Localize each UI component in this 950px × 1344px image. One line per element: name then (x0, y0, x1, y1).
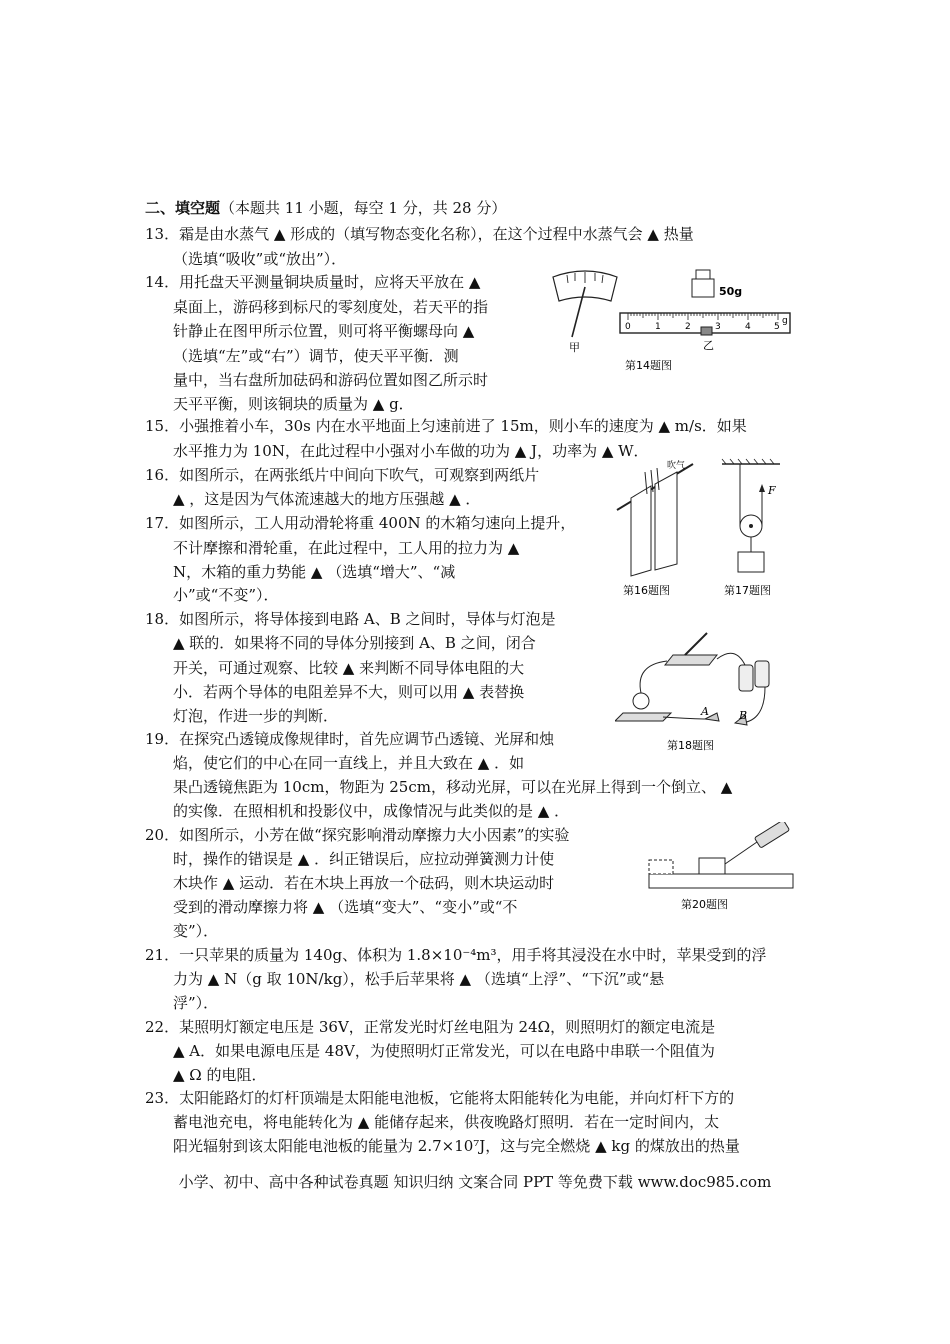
footer-text: 小学、初中、高中各种试卷真题 知识归纳 文案合同 PPT 等免费下载 www.doc985.com (178, 1173, 772, 1191)
text-line-q21-b: 力为 ▲ N（g 取 10N/kg），松手后苹果将 ▲ （选填“上浮”、“下沉”或“悬 (173, 970, 665, 988)
tick-1: 1 (655, 322, 661, 332)
caption-17: 第17题图 (724, 584, 771, 597)
tick-4: 4 (745, 322, 751, 332)
board (649, 874, 793, 888)
scale-unit: g (782, 316, 788, 326)
text-line-q23-c: 阳光辐射到该太阳能电池板的能量为 2.7×10⁷J，这与完全燃烧 ▲ kg 的煤放出的热量 (173, 1137, 740, 1155)
text-line-q18-d: 小．若两个导体的电阻差异不大，则可以用 ▲ 表替换 (173, 683, 525, 701)
battery-2 (755, 661, 769, 687)
text-line-q23: 23．太阳能路灯的灯杆顶端是太阳能电池板，它能将太阳能转化为电能，并向灯杆下方的 (145, 1089, 735, 1107)
figure-16 (615, 458, 710, 598)
force-label: F (768, 484, 776, 497)
tick-3: 3 (715, 322, 721, 332)
text-line-q17-c: N，木箱的重力势能 ▲ （选填“增大”、“减 (173, 563, 456, 581)
caption-16: 第16题图 (623, 584, 670, 597)
text-line-q21-c: 浮”）． (173, 994, 219, 1012)
label-jia: 甲 (569, 341, 580, 354)
paper-left (631, 486, 651, 576)
pulley-axle (749, 524, 753, 528)
text-line-q14-c: 针静止在图甲所示位置，则可将平衡螺母向 ▲ (173, 322, 475, 340)
text-line-q14: 14．用托盘天平测量铜块质量时，应将天平放在 ▲ (145, 273, 481, 291)
rider (701, 327, 712, 335)
wire-1 (640, 661, 667, 693)
text-line-q17: 17．如图所示，工人用动滑轮将重 400N 的木箱匀速向上提升， (145, 514, 576, 532)
text-line-q14-f: 天平平衡，则该铜块的质量为 ▲ g． (173, 395, 414, 413)
bulb (633, 693, 649, 709)
text-line-q22-c: ▲ Ω 的电阻． (173, 1066, 267, 1084)
text-line-q14-e: 量中，当右盘所加砝码和游码位置如图乙所示时 (173, 371, 489, 389)
text-line-q22-b: ▲ A．如果电源电压是 48V，为使照明灯正常发光，可以在电路中串联一个阻值为 (173, 1042, 715, 1060)
force-arrow-icon (759, 484, 765, 492)
text-line-q18: 18．如图所示，将导体接到电路 A、B 之间时，导体与灯泡是 (145, 610, 556, 628)
text-line-q17-b: 不计摩擦和滑轮重，在此过程中，工人用的拉力为 ▲ (173, 539, 520, 557)
text-line-q18-e: 灯泡，作进一步的判断． (173, 707, 339, 725)
weight-50g (692, 279, 714, 297)
text-line-q14-d: （选填“左”或“右”）调节，使天平平衡．测 (173, 347, 459, 365)
section-heading (145, 198, 506, 218)
text-line-q18-c: 开关，可通过观察、比较 ▲ 来判断不同导体电阻的大 (173, 659, 525, 677)
tick-2: 2 (685, 322, 691, 332)
battery-1 (739, 665, 753, 691)
caption-14: 第14题图 (625, 359, 672, 372)
text-line-q14-b: 桌面上，游码移到标尺的零刻度处，若天平的指 (173, 298, 489, 316)
figure-14 (545, 263, 795, 375)
weight-knob (696, 270, 710, 279)
start-mark (649, 860, 673, 874)
tick-5: 5 (774, 322, 780, 332)
text-line-q20-c: 木块作 ▲ 运动．若在木块上再放一个砝码，则木块运动时 (173, 874, 555, 892)
text-line-q20: 20．如图所示，小芳在做“探究影响滑动摩擦力大小因素”的实验 (145, 826, 570, 844)
figure-17 (718, 458, 798, 598)
text-line-q20-e: 变”）． (173, 922, 219, 940)
section-note: （本题共 11 小题，每空 1 分，共 28 分） (220, 199, 507, 217)
spring-scale (754, 822, 789, 848)
label-a: A (701, 705, 709, 718)
weight-label: 50g (719, 285, 743, 298)
wooden-box (738, 552, 764, 572)
caption-20: 第20题图 (681, 898, 728, 911)
text-line-q19: 19．在探究凸透镜成像规律时，首先应调节凸透镜、光屏和烛 (145, 730, 555, 748)
section-title: 二、填空题 (145, 199, 221, 217)
text-line-q19-b: 焰，使它们的中心在同一直线上，并且大致在 ▲ ．如 (173, 754, 525, 772)
bulb-base (615, 713, 671, 721)
text-line-q19-c: 果凸透镜焦距为 10cm，物距为 25cm，移动光屏，可以在光屏上得到一个倒立、 ▲ (173, 778, 733, 796)
text-line-q23-b: 蓄电池充电，将电能转化为 ▲ 能储存起来，供夜晚路灯照明．若在一定时间内，太 (173, 1113, 720, 1131)
switch-lever (685, 633, 707, 655)
text-line-q19-d: 的实像．在照相机和投影仪中，成像情况与此类似的是 ▲ ． (173, 802, 570, 820)
text-line-q22: 22．某照明灯额定电压是 36V，正常发光时灯丝电阻为 24Ω，则照明灯的额定电流是 (145, 1018, 716, 1036)
text-line-q21: 21．一只苹果的质量为 140g、体积为 1.8×10⁻⁴m³，用手将其浸没在水中时，苹果受到的浮 (145, 946, 767, 964)
blow-label: 吹气 (667, 461, 686, 471)
text-line-q20-d: 受到的滑动摩擦力将 ▲ （选填“变大”、“变小”或“不 (173, 898, 518, 916)
tick-0: 0 (625, 322, 631, 332)
wire-2 (717, 653, 745, 665)
label-yi: 乙 (703, 339, 714, 352)
figure-20 (645, 822, 797, 914)
label-b: B (739, 709, 748, 722)
text-line-q16: 16．如图所示，在两张纸片中间向下吹气，可观察到两纸片 (145, 466, 540, 484)
text-line-q16-b: ▲ ，这是因为气体流速越大的地方压强越 ▲ ． (173, 490, 481, 508)
text-line-q15-b: 水平推力为 10N，在此过程中小强对小车做的功为 ▲ J，功率为 ▲ W． (173, 442, 649, 460)
text-line-q13: 13．霜是由水蒸气 ▲ 形成的（填写物态变化名称），在这个过程中水蒸气会 ▲ 热量 (145, 225, 694, 243)
text-line-q18-b: ▲ 联的．如果将不同的导体分别接到 A、B 之间，闭合 (173, 634, 536, 652)
text-line-q13-b: （选填“吸收”或“放出”）． (173, 250, 347, 268)
text-line-q20-b: 时，操作的错误是 ▲ ．纠正错误后，应拉动弹簧测力计使 (173, 850, 555, 868)
caption-18: 第18题图 (667, 739, 714, 752)
text-line-q17-d: 小”或“不变”）． (173, 586, 279, 604)
wood-block (699, 858, 725, 874)
text-line-q15: 15．小强推着小车，30s 内在水平地面上匀速前进了 15m，则小车的速度为 ▲ m/s．如果 (145, 417, 747, 435)
figure-18 (615, 615, 795, 755)
switch-base (665, 655, 717, 665)
pull-string (725, 842, 757, 864)
